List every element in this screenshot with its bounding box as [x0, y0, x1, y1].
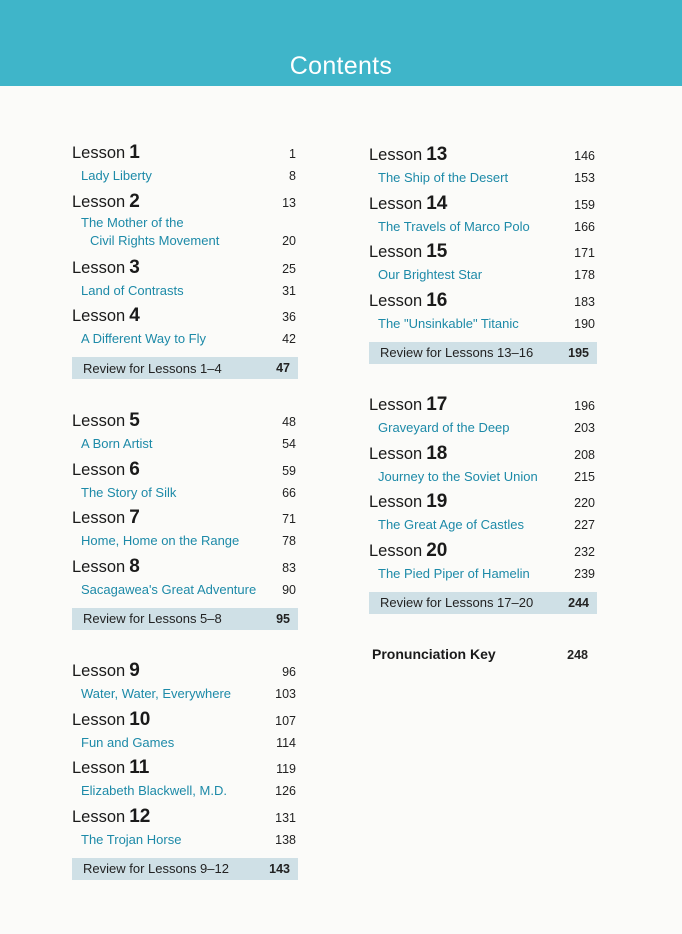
lesson-heading	[369, 290, 447, 312]
lesson-title-page: 126	[275, 784, 296, 799]
lesson-heading	[369, 394, 447, 416]
pronunciation-key-entry[interactable]	[372, 646, 590, 662]
lesson-entry[interactable]	[369, 491, 597, 540]
lesson-title-page: 227	[574, 518, 595, 533]
lesson-heading	[369, 491, 447, 513]
pronunciation-key-page: 248	[567, 648, 588, 662]
lesson-number: 19	[426, 491, 448, 513]
lesson-title: Fun and Games	[81, 734, 175, 750]
lesson-word: Lesson	[369, 396, 423, 414]
lesson-title: The Trojan Horse	[81, 832, 182, 848]
lesson-number: 17	[426, 394, 448, 415]
lesson-entry[interactable]	[369, 443, 597, 492]
lesson-title-page: 138	[275, 833, 296, 848]
lesson-word: Lesson	[72, 258, 126, 277]
review-page: 244	[568, 595, 589, 610]
lesson-entry[interactable]	[369, 241, 597, 290]
lesson-entry[interactable]	[72, 507, 298, 556]
lesson-word: Lesson	[369, 444, 423, 463]
lesson-number: 7	[129, 507, 140, 529]
lesson-title-page: 20	[282, 233, 296, 248]
review-label: Review for Lessons 1–4	[83, 360, 222, 376]
review-entry[interactable]	[72, 357, 298, 379]
lesson-heading	[72, 806, 150, 828]
lesson-heading	[72, 459, 140, 481]
lesson-entry[interactable]	[72, 142, 298, 191]
review-label: Review for Lessons 13–16	[380, 345, 534, 361]
lesson-title: Sacagawea's Great Adventure	[81, 582, 257, 598]
lesson-entry[interactable]	[369, 540, 597, 589]
lesson-word: Lesson	[72, 192, 126, 211]
lesson-page: 131	[275, 811, 296, 826]
lesson-entry[interactable]	[72, 305, 298, 354]
lesson-page: 159	[574, 197, 595, 212]
lesson-title: The Ship of the Desert	[378, 170, 509, 185]
review-label: Review for Lessons 9–12	[83, 861, 229, 877]
lesson-page: 13	[282, 195, 296, 210]
lesson-word: Lesson	[72, 307, 126, 326]
lesson-word: Lesson	[72, 808, 126, 827]
lesson-heading	[369, 241, 447, 263]
lesson-title-page: 166	[574, 219, 595, 234]
review-label: Review for Lessons 5–8	[83, 611, 222, 627]
lesson-title: The Travels of Marco Polo	[378, 218, 530, 234]
lesson-number: 2	[129, 190, 140, 212]
lesson-title-line2: Civil Rights Movement	[90, 232, 220, 248]
lesson-title: Journey to the Soviet Union	[378, 468, 538, 484]
lesson-entry[interactable]	[72, 410, 298, 459]
review-entry[interactable]	[369, 592, 597, 614]
lesson-page: 208	[574, 447, 595, 462]
lesson-number: 9	[129, 660, 140, 681]
lesson-title: A Different Way to Fly	[81, 331, 206, 347]
lesson-title-page: 203	[574, 421, 595, 435]
review-page: 195	[568, 345, 589, 360]
lesson-title: The "Unsinkable" Titanic	[378, 316, 519, 332]
lesson-title-page: 178	[574, 268, 595, 283]
lesson-title: The Story of Silk	[81, 484, 177, 500]
lesson-number: 11	[129, 757, 150, 779]
toc-group	[72, 410, 298, 630]
lesson-title-page: 54	[282, 437, 296, 451]
lesson-word: Lesson	[72, 509, 126, 528]
lesson-title-page: 190	[574, 317, 595, 332]
lesson-title: Elizabeth Blackwell, M.D.	[81, 783, 227, 799]
lesson-number: 4	[129, 305, 140, 327]
lesson-page: 196	[574, 399, 595, 413]
lesson-page: 83	[282, 561, 296, 576]
lesson-page: 1	[289, 147, 296, 161]
lesson-page: 107	[275, 713, 296, 728]
review-entry[interactable]	[72, 608, 298, 630]
lesson-entry[interactable]	[72, 660, 298, 709]
lesson-title-page: 66	[282, 485, 296, 500]
lesson-title: The Mother of the	[81, 214, 184, 230]
lesson-title-page: 90	[282, 583, 296, 598]
review-page: 143	[269, 861, 290, 876]
lesson-number: 13	[426, 144, 448, 165]
lesson-heading	[72, 257, 140, 279]
lesson-title: Our Brightest Star	[378, 267, 483, 283]
lesson-entry[interactable]	[369, 394, 597, 443]
lesson-heading	[369, 193, 447, 215]
lesson-title-page: 103	[275, 687, 296, 701]
lesson-title: Graveyard of the Deep	[378, 420, 510, 435]
lesson-word: Lesson	[72, 558, 126, 577]
lesson-word: Lesson	[72, 710, 126, 729]
lesson-number: 3	[129, 256, 140, 278]
lesson-word: Lesson	[72, 460, 126, 479]
lesson-heading	[72, 757, 149, 779]
review-page: 95	[276, 611, 290, 626]
lesson-word: Lesson	[369, 292, 423, 311]
lesson-title-page: 78	[282, 534, 296, 549]
lesson-heading	[72, 142, 140, 164]
lesson-entry[interactable]	[72, 191, 298, 257]
lesson-number: 15	[426, 241, 448, 263]
lesson-number: 6	[129, 458, 140, 480]
lesson-title: A Born Artist	[81, 436, 153, 451]
lesson-number: 1	[129, 142, 140, 163]
lesson-heading	[72, 410, 140, 432]
lesson-word: Lesson	[369, 194, 423, 213]
lesson-entry[interactable]	[369, 290, 597, 339]
lesson-heading	[72, 556, 140, 578]
lesson-number: 10	[129, 708, 151, 730]
lesson-page: 96	[282, 665, 296, 679]
lesson-heading	[72, 660, 140, 682]
lesson-number: 8	[129, 556, 140, 578]
toc-group	[369, 144, 597, 364]
contents-header-bar	[0, 0, 682, 86]
lesson-title: Home, Home on the Range	[81, 533, 240, 549]
lesson-heading	[72, 507, 140, 529]
lesson-title: The Pied Piper of Hamelin	[378, 566, 530, 582]
lesson-title-page: 153	[574, 171, 595, 185]
lesson-number: 20	[426, 540, 448, 562]
lesson-heading	[72, 305, 140, 327]
lesson-heading	[369, 443, 447, 465]
review-label: Review for Lessons 17–20	[380, 595, 534, 611]
review-page: 47	[276, 361, 290, 376]
lesson-word: Lesson	[369, 243, 423, 262]
lesson-entry[interactable]	[369, 193, 597, 242]
lesson-number: 18	[426, 442, 448, 464]
review-entry[interactable]	[369, 342, 597, 364]
lesson-page: 183	[574, 295, 595, 310]
lesson-title-page: 215	[574, 469, 595, 484]
lesson-page: 36	[282, 310, 296, 325]
toc-group	[72, 142, 298, 379]
lesson-title: Lady Liberty	[81, 168, 152, 183]
lesson-word: Lesson	[369, 493, 423, 512]
lesson-word: Lesson	[72, 412, 126, 430]
lesson-entry[interactable]	[72, 257, 298, 306]
lesson-heading	[369, 144, 447, 166]
pronunciation-key-label: Pronunciation Key	[372, 646, 496, 662]
lesson-title: Water, Water, Everywhere	[81, 686, 232, 701]
lesson-title-page: 114	[276, 735, 296, 750]
lesson-number: 16	[426, 290, 448, 312]
lesson-entry[interactable]	[72, 757, 298, 806]
lesson-number: 5	[129, 410, 140, 431]
lesson-entry[interactable]	[369, 144, 597, 193]
lesson-page: 220	[574, 496, 595, 511]
lesson-page: 59	[282, 463, 296, 478]
lesson-word: Lesson	[72, 662, 126, 680]
lesson-entry[interactable]	[72, 709, 298, 758]
lesson-page: 71	[282, 512, 296, 527]
lesson-word: Lesson	[72, 759, 126, 778]
lesson-entry[interactable]	[72, 459, 298, 508]
lesson-entry[interactable]	[72, 556, 298, 605]
lesson-heading	[72, 709, 150, 731]
lesson-title: Land of Contrasts	[81, 282, 184, 298]
lesson-title-page: 31	[282, 283, 296, 298]
lesson-page: 25	[282, 261, 296, 276]
lesson-page: 119	[276, 762, 296, 777]
lesson-page: 232	[574, 545, 595, 560]
lesson-heading	[72, 191, 140, 213]
lesson-word: Lesson	[369, 542, 423, 561]
lesson-page: 171	[574, 246, 595, 261]
lesson-word: Lesson	[369, 146, 423, 164]
lesson-entry[interactable]	[72, 806, 298, 855]
lesson-number: 12	[129, 806, 151, 828]
review-entry[interactable]	[72, 858, 298, 880]
lesson-title: The Great Age of Castles	[378, 517, 524, 533]
lesson-title-page: 239	[574, 567, 595, 582]
lesson-page: 48	[282, 415, 296, 429]
toc-group	[369, 394, 597, 614]
lesson-title-page: 42	[282, 332, 296, 347]
lesson-word: Lesson	[72, 144, 126, 162]
toc-group	[72, 660, 298, 880]
lesson-heading	[369, 540, 447, 562]
lesson-title-page: 8	[289, 169, 296, 183]
page-title: Contents	[289, 52, 393, 80]
lesson-number: 14	[426, 192, 448, 214]
lesson-page: 146	[574, 149, 595, 163]
